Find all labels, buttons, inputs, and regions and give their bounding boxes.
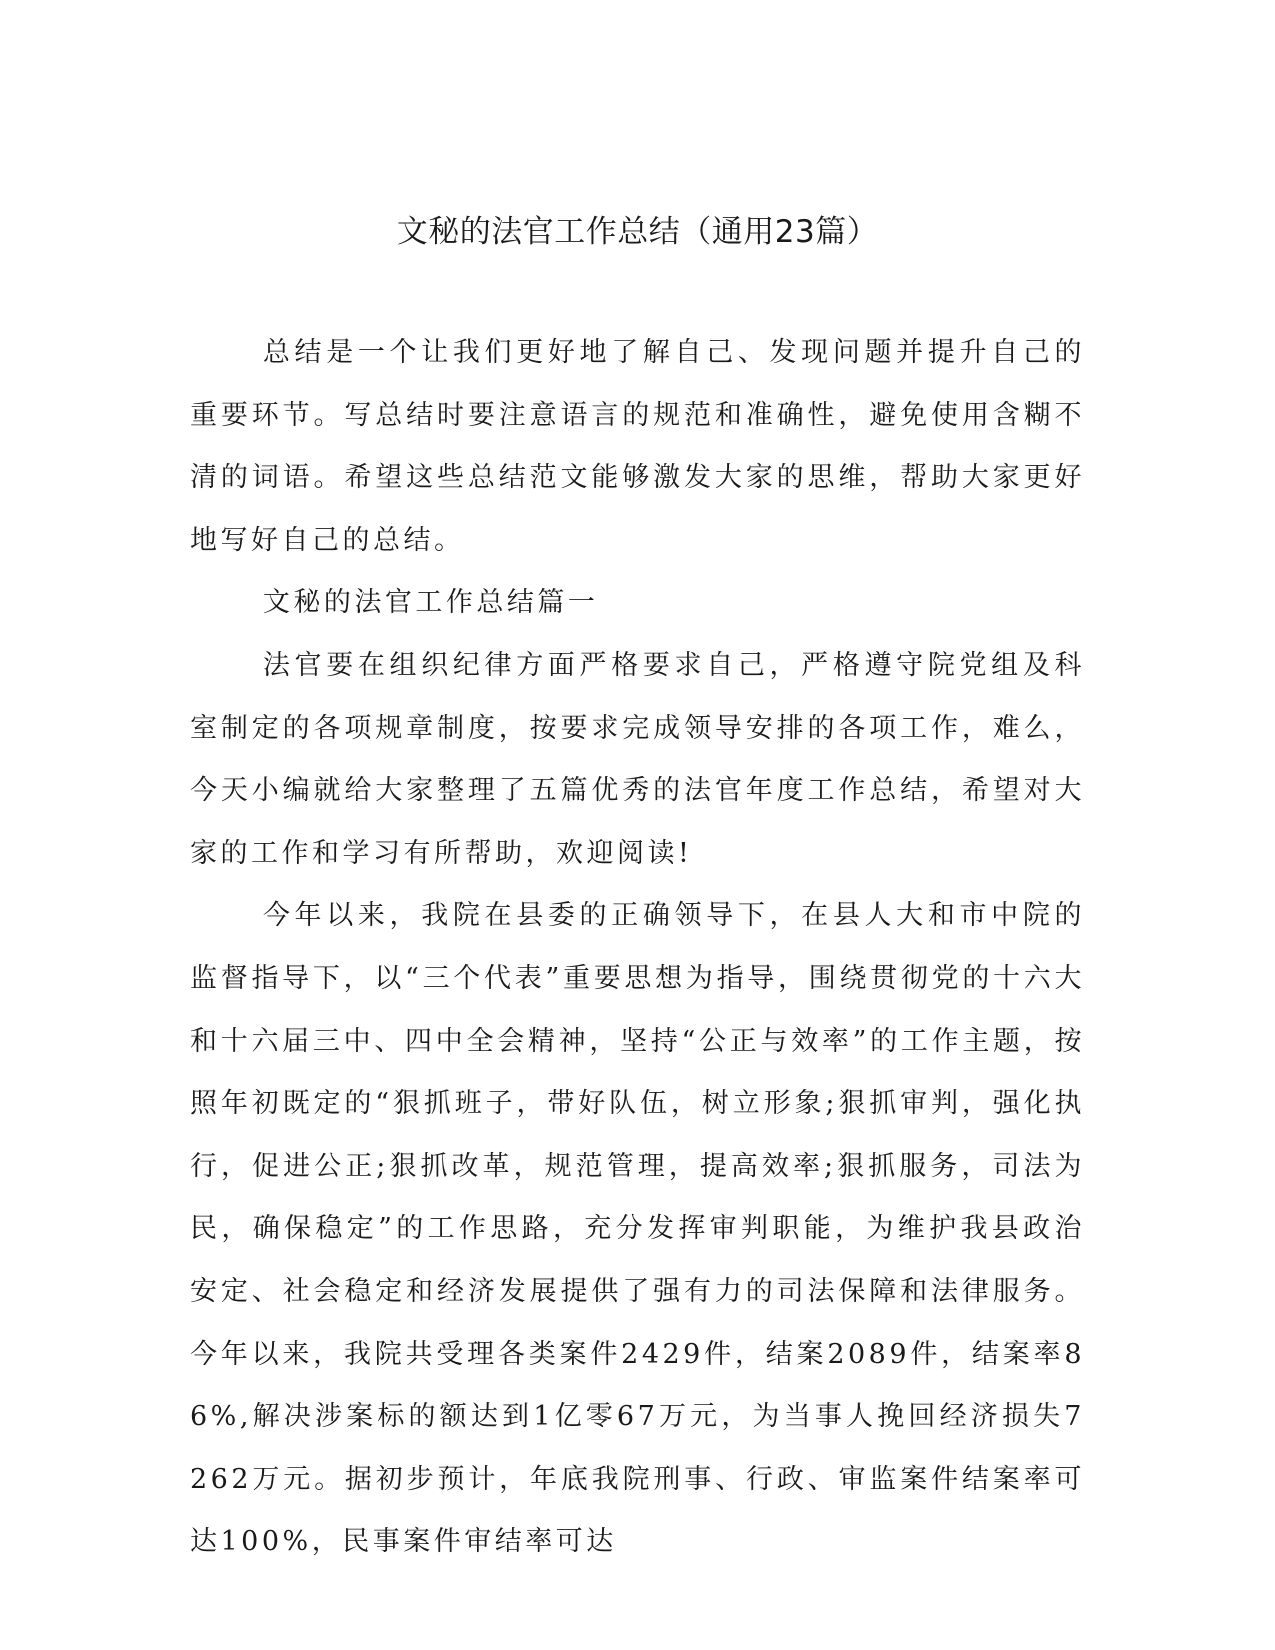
body-paragraph: 法官要在组织纪律方面严格要求自己，严格遵守院党组及科室制定的各项规章制度，按要求完成领导安排的各项工作，难么，今天小编就给大家整理了五篇优秀的法官年度工作总结，希望对大家的工作和学习有所帮助，欢迎阅读! xyxy=(190,649,1085,869)
document-body xyxy=(190,322,1085,1574)
intro-paragraph: 总结是一个让我们更好地了解自己、发现问题并提升自己的重要环节。写总结时要注意语言的规范和准确性，避免使用含糊不清的词语。希望这些总结范文能够激发大家的思维，帮助大家更好地写好自己的总结。 xyxy=(190,337,1085,556)
document-title: 文秘的法官工作总结（通用23篇） xyxy=(396,214,879,250)
body-paragraph: 今年以来，我院在县委的正确领导下，在县人大和市中院的监督指导下，以“三个代表”重要思想为指导，围绕贯彻党的十六大和十六届三中、四中全会精神，坚持“公正与效率”的工作主题，按照年初既定的“狠抓班子，带好队伍，树立形象;狠抓审判，强化执行，促进公正;狠抓改革，规范管理，提高效率;狠抓服务，司法为民，确保稳定”的工作思路，充分发挥审判职能，为维护我县政治安定、社会稳定和经济发展提供了强有力的司法保障和法律服务。今年以来，我院共受理各类案件2429件，结案2089件，结案率86%,解决涉案标的额达到1亿零67万元，为当事人挽回经济损失7262万元。据初步预计，年底我院刑事、行政、审监案件结案率可达100%，民事案件审结率可达 xyxy=(190,900,1085,1558)
section-heading: 文秘的法官工作总结篇一 xyxy=(262,587,599,619)
